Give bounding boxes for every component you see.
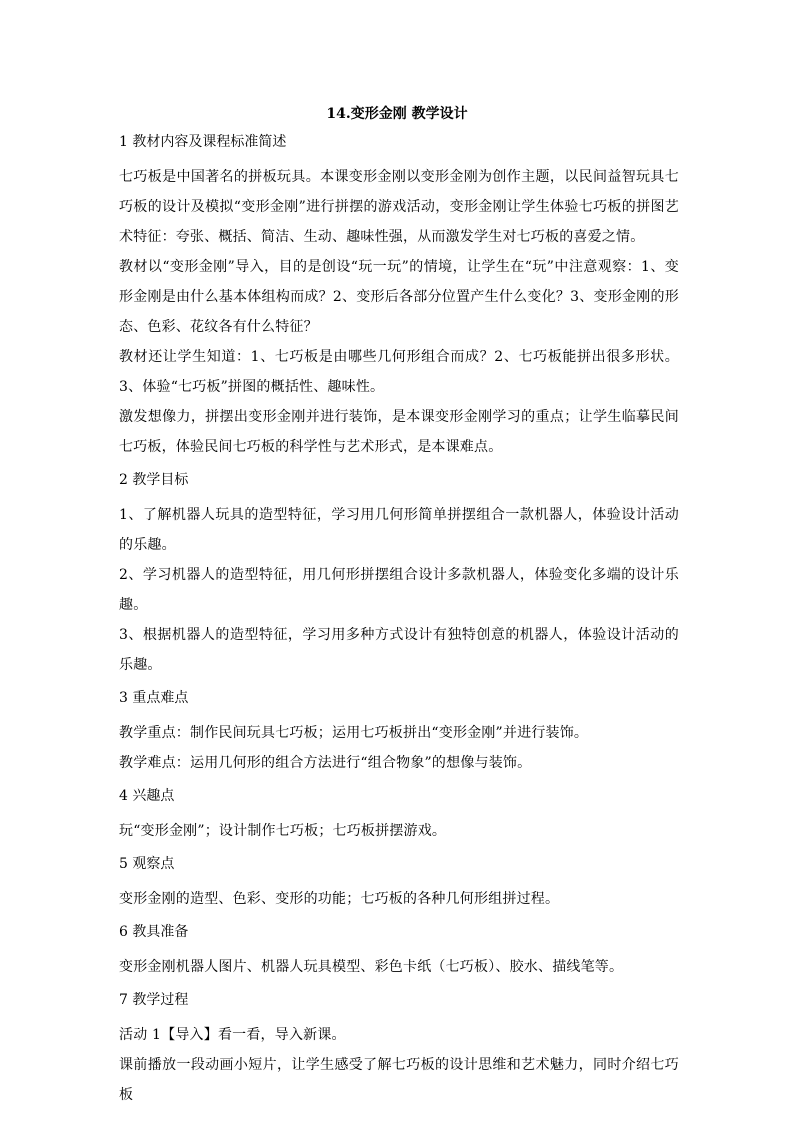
paragraph: 教学难点：运用几何形的组合方法进行“组合物象”的想像与装饰。 <box>119 755 532 771</box>
paragraph: 3、根据机器人的造型特征，学习用多种方式设计有独特创意的机器人，体验设计活动的乐趣。 <box>119 627 679 673</box>
paragraph: 教材以“变形金刚”导入，目的是创设“玩一玩”的情境，让学生在“玩”中注意观察：1、变形金刚是由什么基本体组构而成？2、变形后各部分位置产生什么变化？3、变形金刚的形态、色彩、花纹各有什么特征？ <box>119 259 679 335</box>
section-heading: 4 兴趣点 <box>119 788 175 804</box>
paragraph: 变形金刚机器人图片、机器人玩具模型、彩色卡纸（七巧板）、胶水、描线笔等。 <box>119 959 624 975</box>
section-heading: 2 教学目标 <box>119 472 189 488</box>
paragraph: 变形金刚的造型、色彩、变形的功能；七巧板的各种几何形组拼过程。 <box>119 891 560 907</box>
paragraph: 玩“变形金刚”；设计制作七巧板；七巧板拼摆游戏。 <box>119 823 447 839</box>
document-body <box>119 132 679 1110</box>
section-heading: 1 教材内容及课程标准简述 <box>119 134 287 150</box>
paragraph: 活动 1【导入】看一看，导入新课。 <box>119 1027 346 1043</box>
paragraph: 课前播放一段动画小短片，让学生感受了解七巧板的设计思维和艺术魅力，同时介绍七巧板 <box>119 1057 679 1103</box>
section-heading: 5 观察点 <box>119 856 175 872</box>
document-title: 14.变形金刚 教学设计 <box>326 106 468 122</box>
paragraph: 教材还让学生知道：1、七巧板是由哪些几何形组合而成？2、七巧板能拼出很多形状。3、体验“七巧板”拼图的概括性、趣味性。 <box>119 349 679 395</box>
paragraph: 2、学习机器人的造型特征，用几何形拼摆组合设计多款机器人，体验变化多端的设计乐趣。 <box>119 567 679 613</box>
section-heading: 7 教学过程 <box>119 992 189 1008</box>
paragraph: 七巧板是中国著名的拼板玩具。本课变形金刚以变形金刚为创作主题，以民间益智玩具七巧板的设计及模拟“变形金刚”进行拼摆的游戏活动，变形金刚让学生体验七巧板的拼图艺术特征：夸张、概括、简洁、生动、趣味性强，从而激发学生对七巧板的喜爱之情。 <box>119 169 679 245</box>
paragraph: 激发想像力，拼摆出变形金刚并进行装饰，是本课变形金刚学习的重点；让学生临摹民间七巧板，体验民间七巧板的科学性与艺术形式，是本课难点。 <box>119 409 679 455</box>
paragraph: 1、了解机器人玩具的造型特征，学习用几何形简单拼摆组合一款机器人，体验设计活动的乐趣。 <box>119 507 679 553</box>
section-heading: 3 重点难点 <box>119 690 189 706</box>
section-heading: 6 教具准备 <box>119 924 189 940</box>
paragraph: 教学重点：制作民间玩具七巧板；运用七巧板拼出“变形金刚”并进行装饰。 <box>119 725 589 741</box>
